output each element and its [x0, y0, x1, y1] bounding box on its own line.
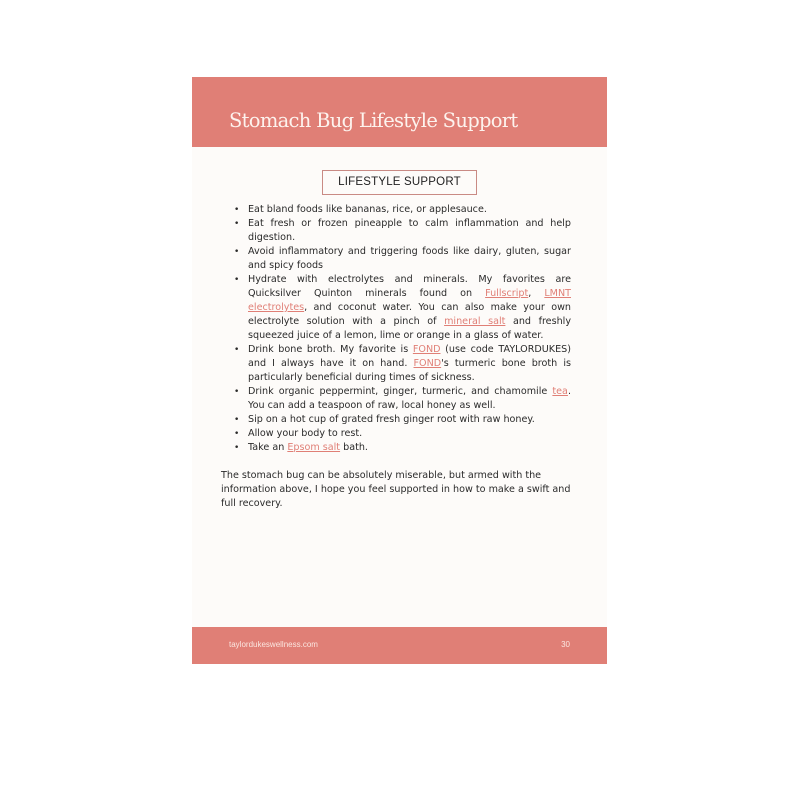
list-item-text: Allow your body to rest. — [248, 428, 363, 439]
list-item-text: , — [528, 288, 545, 299]
epsom-salt-link[interactable]: Epsom salt — [287, 442, 341, 453]
list-item — [229, 427, 571, 441]
list-item — [229, 217, 571, 245]
fullscript-link[interactable]: Fullscript — [485, 288, 529, 299]
list-item-text: Take an — [248, 442, 288, 453]
list-item — [229, 203, 571, 217]
list-item-text: Eat fresh or frozen pineapple to calm inflammation and help digestion. — [248, 218, 571, 243]
section-heading-box — [322, 170, 477, 195]
closing-paragraph: The stomach bug can be absolutely miserable, but armed with the information above, I hope you feel supported in how to make a swift and full recovery. — [221, 470, 571, 509]
list-item-text: Drink organic peppermint, ginger, turmeric, and chamomile — [248, 386, 553, 397]
list-item-text: , and coconut water. You can also make your own electrolyte solution with a pinch of — [248, 302, 571, 327]
list-item-text: bath. — [340, 442, 368, 453]
list-item — [229, 273, 571, 343]
footer-website: taylordukeswellness.com — [229, 640, 318, 649]
list-item — [229, 385, 571, 413]
list-item-text: . You can add a teaspoon of raw, local honey as well. — [248, 386, 571, 411]
page-title: Stomach Bug Lifestyle Support — [229, 109, 518, 132]
fond-link[interactable]: FOND — [412, 344, 441, 355]
list-item-text: Avoid inflammatory and triggering foods like dairy, gluten, sugar and spicy foods — [248, 246, 571, 271]
document-page — [192, 77, 607, 664]
page-header-banner — [192, 77, 607, 147]
list-item-text: 's turmeric bone broth is particularly beneficial during times of sickness. — [248, 358, 571, 383]
section-heading: LIFESTYLE SUPPORT — [338, 176, 461, 188]
list-item — [229, 343, 571, 385]
list-item-text: and freshly squeezed juice of a lemon, lime or orange in a glass of water. — [248, 316, 572, 341]
mineral-salt-link[interactable]: mineral salt — [444, 316, 506, 327]
tips-list — [229, 203, 571, 455]
page-footer — [192, 627, 607, 664]
list-item-text: Drink bone broth. My favorite is — [248, 344, 413, 355]
list-item-text: (use code TAYLORDUKES) and I always have it on hand. — [248, 344, 571, 369]
page-number: 30 — [561, 640, 570, 649]
tea-link[interactable]: tea — [552, 386, 568, 397]
list-item — [229, 245, 571, 273]
fond-link-2[interactable]: FOND — [413, 358, 442, 369]
content-body — [221, 203, 572, 511]
lmnt-electrolytes-link[interactable]: LMNT electrolytes — [248, 288, 571, 313]
list-item — [229, 441, 571, 455]
list-item — [229, 413, 571, 427]
list-item-text: Hydrate with electrolytes and minerals. My favorites are Quicksilver Quinton minerals found on — [248, 274, 571, 299]
list-item-text: Eat bland foods like bananas, rice, or applesauce. — [248, 204, 487, 215]
list-item-text: Sip on a hot cup of grated fresh ginger root with raw honey. — [248, 414, 535, 425]
